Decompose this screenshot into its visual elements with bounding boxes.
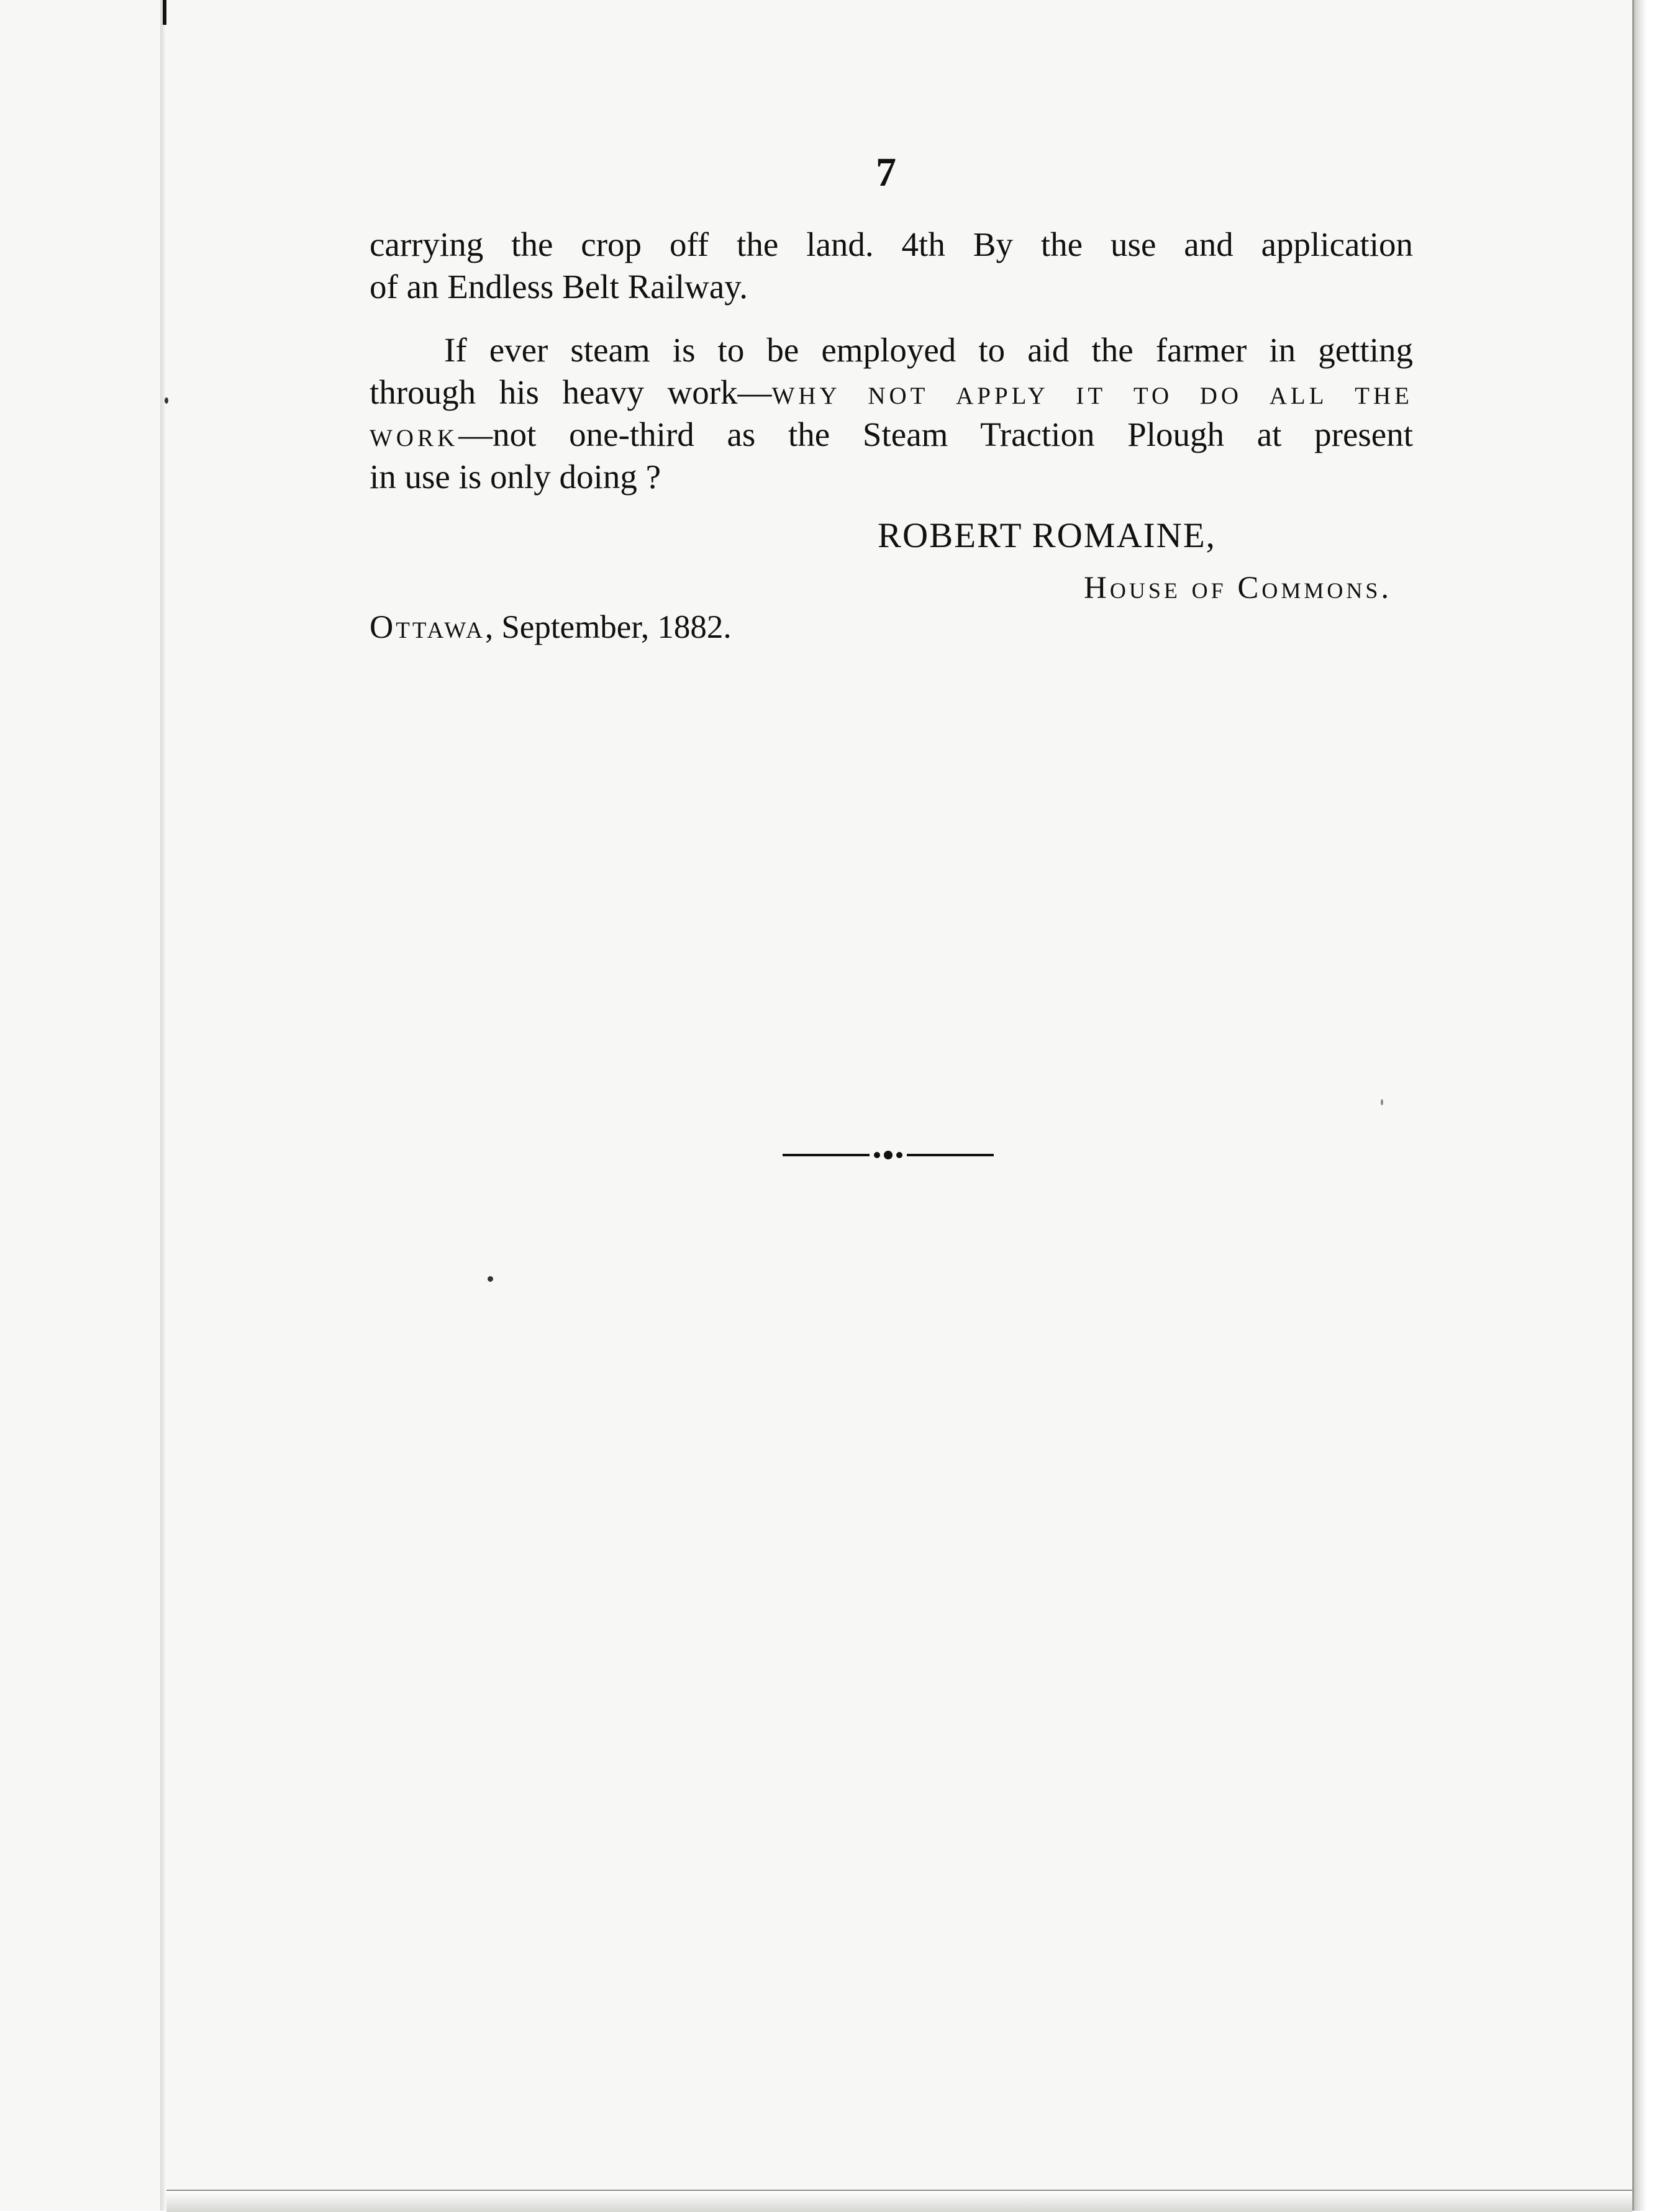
- dateline-date: , September, 1882.: [484, 609, 732, 645]
- emphasis-small-caps-work: work: [370, 415, 459, 453]
- signature-title: House of Commons.: [1084, 571, 1393, 605]
- paper-speck: [488, 1276, 493, 1282]
- dateline: [370, 609, 732, 646]
- paper-speck: [1381, 1099, 1383, 1105]
- ornament-dot-1: [874, 1152, 880, 1158]
- paragraph-2-line-3: [370, 414, 1413, 456]
- paragraph-2: [370, 329, 1413, 498]
- ornament-dot-3: [896, 1152, 902, 1158]
- paragraph-2-line-2-text: through his heavy work—: [370, 373, 772, 411]
- ornament-dot-2: [884, 1151, 893, 1159]
- page-binding-edge: [160, 0, 165, 2211]
- page-bottom-edge: [166, 2190, 1632, 2212]
- signature-name: ROBERT ROMAINE,: [878, 516, 1216, 555]
- page-right-edge: [1632, 0, 1672, 2211]
- paragraph-1: [370, 224, 1413, 308]
- paragraph-2-line-2: [370, 371, 1413, 414]
- paragraph-2-line-1: If ever steam is to be employed to aid the farmer in getting: [444, 331, 1413, 369]
- paper-speck: [165, 397, 168, 404]
- binding-mark: [163, 0, 166, 25]
- paragraph-2-line-4: in use is only doing ?: [370, 458, 661, 496]
- dateline-place: Ottawa: [370, 609, 485, 645]
- paragraph-1-line-1: carrying the crop off the land. 4th By the use and application: [370, 225, 1413, 263]
- paragraph-2-line-3-text: —not one-third as the Steam Traction Plough at present: [458, 415, 1413, 453]
- page-number: 7: [876, 150, 896, 195]
- paragraph-1-line-2: of an Endless Belt Railway.: [370, 268, 748, 306]
- ornament-divider: [783, 1149, 994, 1161]
- emphasis-small-caps: why not apply it to do all the: [771, 373, 1413, 411]
